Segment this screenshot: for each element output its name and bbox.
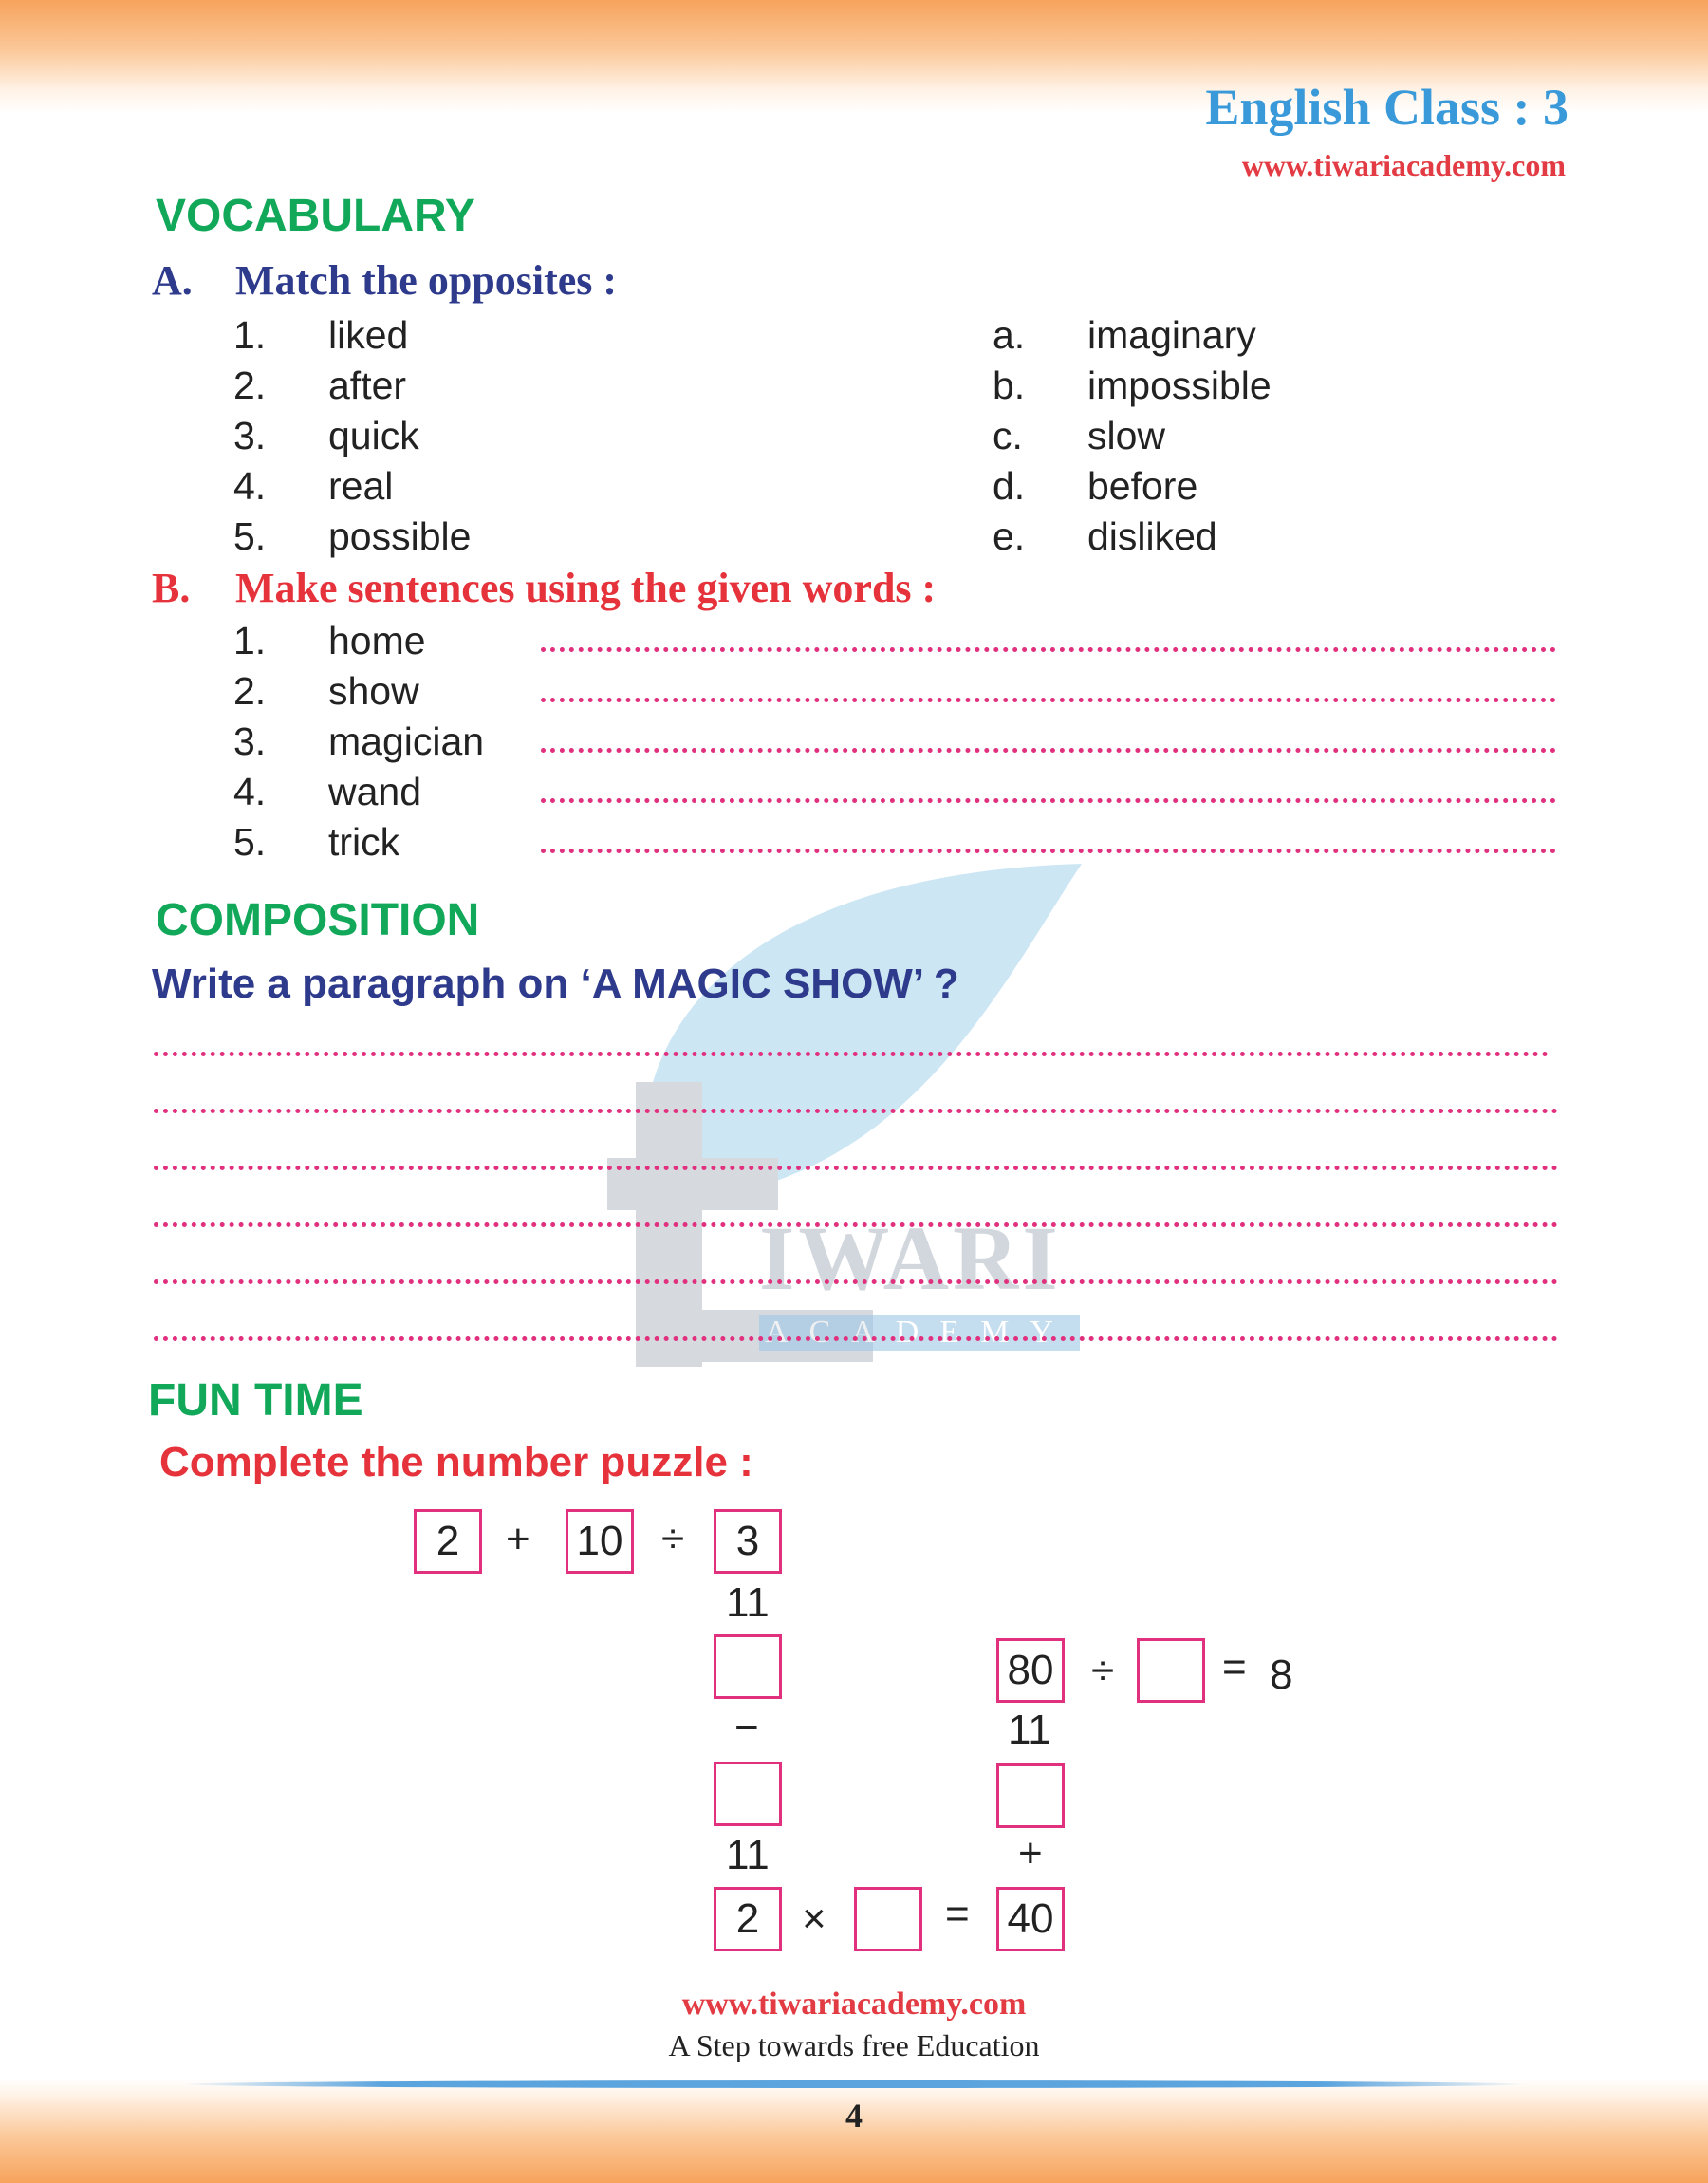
puzzle-box[interactable]: 80 — [996, 1638, 1065, 1703]
plus-operator: + — [506, 1516, 530, 1562]
writing-line[interactable] — [154, 1166, 1558, 1170]
equals-sign: = — [945, 1891, 970, 1937]
part-a-label: A. — [152, 257, 193, 304]
footer-divider — [180, 2080, 1528, 2088]
list-item-word: trick — [328, 820, 400, 864]
list-item-letter: b. — [993, 364, 1026, 407]
puzzle-box[interactable]: 3 — [714, 1509, 782, 1574]
list-item-number: 1. — [233, 619, 267, 662]
list-item-number: 3. — [233, 414, 267, 457]
writing-line[interactable] — [154, 1052, 1549, 1056]
list-item-word: possible — [328, 514, 472, 558]
watermark-text: IWARI — [759, 1207, 1062, 1309]
list-item-number: 2. — [233, 669, 267, 713]
answer-line[interactable] — [541, 748, 1556, 753]
list-item-number: 1. — [233, 313, 267, 357]
divide-operator: ÷ — [661, 1516, 685, 1562]
funtime-heading: FUN TIME — [148, 1375, 363, 1426]
result-value: 8 — [1270, 1651, 1293, 1698]
watermark-subtext: ACADEMY — [759, 1315, 1080, 1351]
list-item-word: liked — [328, 313, 409, 357]
column-label: 11 — [1008, 1707, 1051, 1753]
answer-line[interactable] — [541, 798, 1556, 803]
list-item-number: 5. — [233, 514, 267, 558]
list-item-word: wand — [328, 770, 422, 813]
composition-question: Write a paragraph on ‘A MAGIC SHOW’ ? — [152, 961, 959, 1007]
part-a-question: Match the opposites : — [235, 257, 618, 304]
header-title: English Class : 3 — [1205, 79, 1569, 136]
puzzle-box[interactable]: 2 — [414, 1509, 482, 1574]
list-item-word: before — [1087, 464, 1198, 508]
list-item-word: magician — [328, 719, 485, 763]
list-item-word: real — [328, 464, 394, 508]
vocabulary-heading: VOCABULARY — [156, 191, 475, 241]
puzzle-box-empty[interactable] — [714, 1634, 782, 1699]
list-item-number: 3. — [233, 719, 267, 763]
list-item-letter: d. — [993, 464, 1026, 508]
answer-line[interactable] — [541, 647, 1556, 652]
list-item-word: imaginary — [1087, 313, 1256, 357]
puzzle-box-empty[interactable] — [1137, 1638, 1205, 1703]
list-item-number: 5. — [233, 820, 267, 864]
puzzle-box-empty[interactable] — [854, 1887, 922, 1951]
page-number: 4 — [845, 2097, 863, 2135]
list-item-number: 4. — [233, 464, 267, 508]
funtime-question: Complete the number puzzle : — [159, 1439, 753, 1485]
column-label: 11 — [726, 1579, 770, 1626]
list-item-number: 4. — [233, 770, 267, 813]
puzzle-box-empty[interactable] — [996, 1763, 1065, 1828]
list-item-word: show — [328, 669, 419, 713]
list-item-word: home — [328, 619, 426, 662]
list-item-word: slow — [1087, 414, 1166, 457]
answer-line[interactable] — [541, 849, 1556, 853]
list-item-word: disliked — [1087, 514, 1217, 558]
puzzle-box[interactable]: 2 — [714, 1887, 782, 1951]
footer-url[interactable]: www.tiwariacademy.com — [681, 1987, 1027, 2022]
list-item-word: impossible — [1087, 364, 1272, 407]
list-item-letter: c. — [993, 414, 1023, 457]
composition-heading: COMPOSITION — [156, 895, 480, 945]
list-item-letter: a. — [993, 313, 1026, 357]
column-label: 11 — [726, 1832, 770, 1878]
writing-line[interactable] — [154, 1336, 1558, 1341]
divide-operator: ÷ — [1091, 1648, 1115, 1694]
part-b-label: B. — [152, 565, 191, 611]
minus-operator: − — [734, 1705, 759, 1751]
footer-tagline: A Step towards free Education — [668, 2028, 1040, 2062]
list-item-letter: e. — [993, 514, 1026, 558]
writing-line[interactable] — [154, 1279, 1558, 1284]
puzzle-box-empty[interactable] — [714, 1762, 782, 1826]
multiply-operator: × — [802, 1895, 826, 1942]
list-item-word: after — [328, 364, 407, 407]
writing-line[interactable] — [154, 1109, 1558, 1113]
list-item-word: quick — [328, 414, 419, 457]
writing-line[interactable] — [154, 1222, 1558, 1227]
puzzle-box[interactable]: 10 — [566, 1509, 634, 1574]
part-b-question: Make sentences using the given words : — [235, 565, 937, 611]
plus-operator: + — [1018, 1830, 1043, 1876]
header-url[interactable]: www.tiwariacademy.com — [1241, 148, 1566, 182]
list-item-number: 2. — [233, 364, 267, 407]
equals-sign: = — [1222, 1644, 1247, 1690]
puzzle-box[interactable]: 40 — [996, 1887, 1065, 1951]
answer-line[interactable] — [541, 698, 1556, 702]
